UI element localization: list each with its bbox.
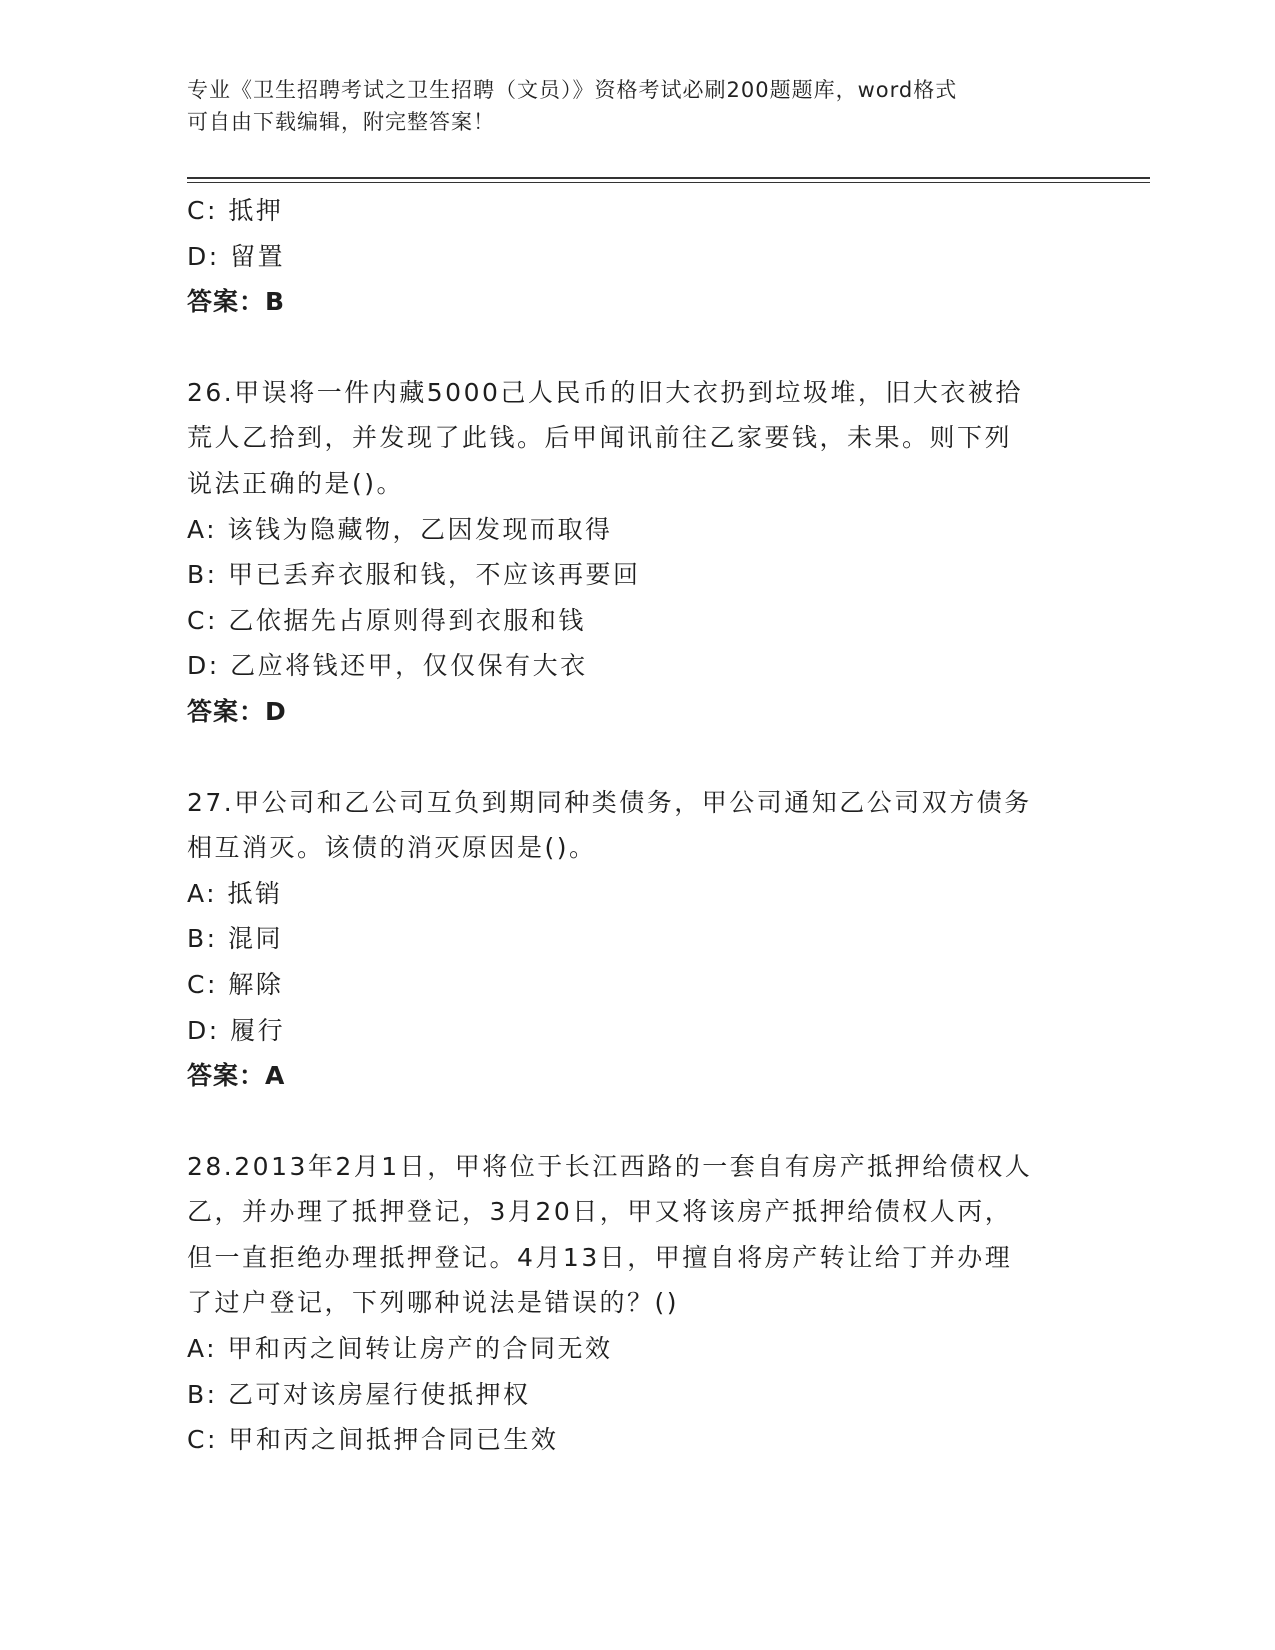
spacer (187, 1099, 1087, 1144)
question-stem: 乙，并办理了抵押登记，3月20日，甲又将该房产抵押给债权人丙， (187, 1197, 1013, 1227)
option-b: B: 甲已丢弃衣服和钱，不应该再要回 (187, 560, 641, 590)
spacer (187, 735, 1087, 780)
question-stem: 了过户登记，下列哪种说法是错误的？() (187, 1288, 680, 1318)
header-divider-thin (187, 182, 1150, 183)
question-stem: 相互消灭。该债的消灭原因是()。 (187, 833, 597, 863)
option-a: A: 该钱为隐藏物，乙因发现而取得 (187, 514, 613, 544)
option-c: C: 抵押 (187, 196, 284, 225)
question-block (187, 1144, 1087, 1463)
question-stem: 27.甲公司和乙公司互负到期同种类债务，甲公司通知乙公司双方债务 (187, 787, 1032, 817)
answer-line: 答案：A (187, 1061, 286, 1091)
answer-line: 答案：B (187, 287, 286, 317)
spacer (187, 325, 1087, 370)
option-d: D: 留置 (187, 241, 286, 271)
question-stem: 但一直拒绝办理抵押登记。4月13日，甲擅自将房产转让给丁并办理 (187, 1242, 1013, 1272)
option-a: A: 抵销 (187, 878, 283, 908)
option-c: C: 解除 (187, 969, 284, 999)
option-b: B: 混同 (187, 924, 284, 954)
question-block (187, 370, 1087, 735)
question-stem: 荒人乙拾到，并发现了此钱。后甲闻讯前往乙家要钱，未果。则下列 (187, 423, 1013, 453)
header-divider-thick (187, 177, 1150, 179)
option-d: D: 乙应将钱还甲，仅仅保有大衣 (187, 651, 588, 681)
page-header (187, 74, 1067, 138)
option-c: C: 乙依据先占原则得到衣服和钱 (187, 605, 586, 635)
question-block (187, 780, 1087, 1099)
option-d: D: 履行 (187, 1015, 286, 1045)
option-a: A: 甲和丙之间转让房产的合同无效 (187, 1334, 613, 1364)
header-line-2: 可自由下载编辑，附完整答案！ (187, 110, 495, 134)
question-stem: 说法正确的是()。 (187, 468, 405, 498)
question-stem: 28.2013年2月1日，甲将位于长江西路的一套自有房产抵押给债权人 (187, 1151, 1033, 1181)
option-b: B: 乙可对该房屋行使抵押权 (187, 1379, 531, 1409)
question-stem: 26.甲误将一件内藏5000己人民币的旧大衣扔到垃圾堆，旧大衣被拾 (187, 377, 1023, 407)
header-line-1: 专业《卫生招聘考试之卫生招聘（文员）》资格考试必刷200题题库，word格式 (187, 78, 958, 102)
prev-question-block (187, 188, 1087, 325)
answer-line: 答案：D (187, 696, 287, 726)
question-content (187, 188, 1087, 1463)
option-c: C: 甲和丙之间抵押合同已生效 (187, 1425, 559, 1455)
